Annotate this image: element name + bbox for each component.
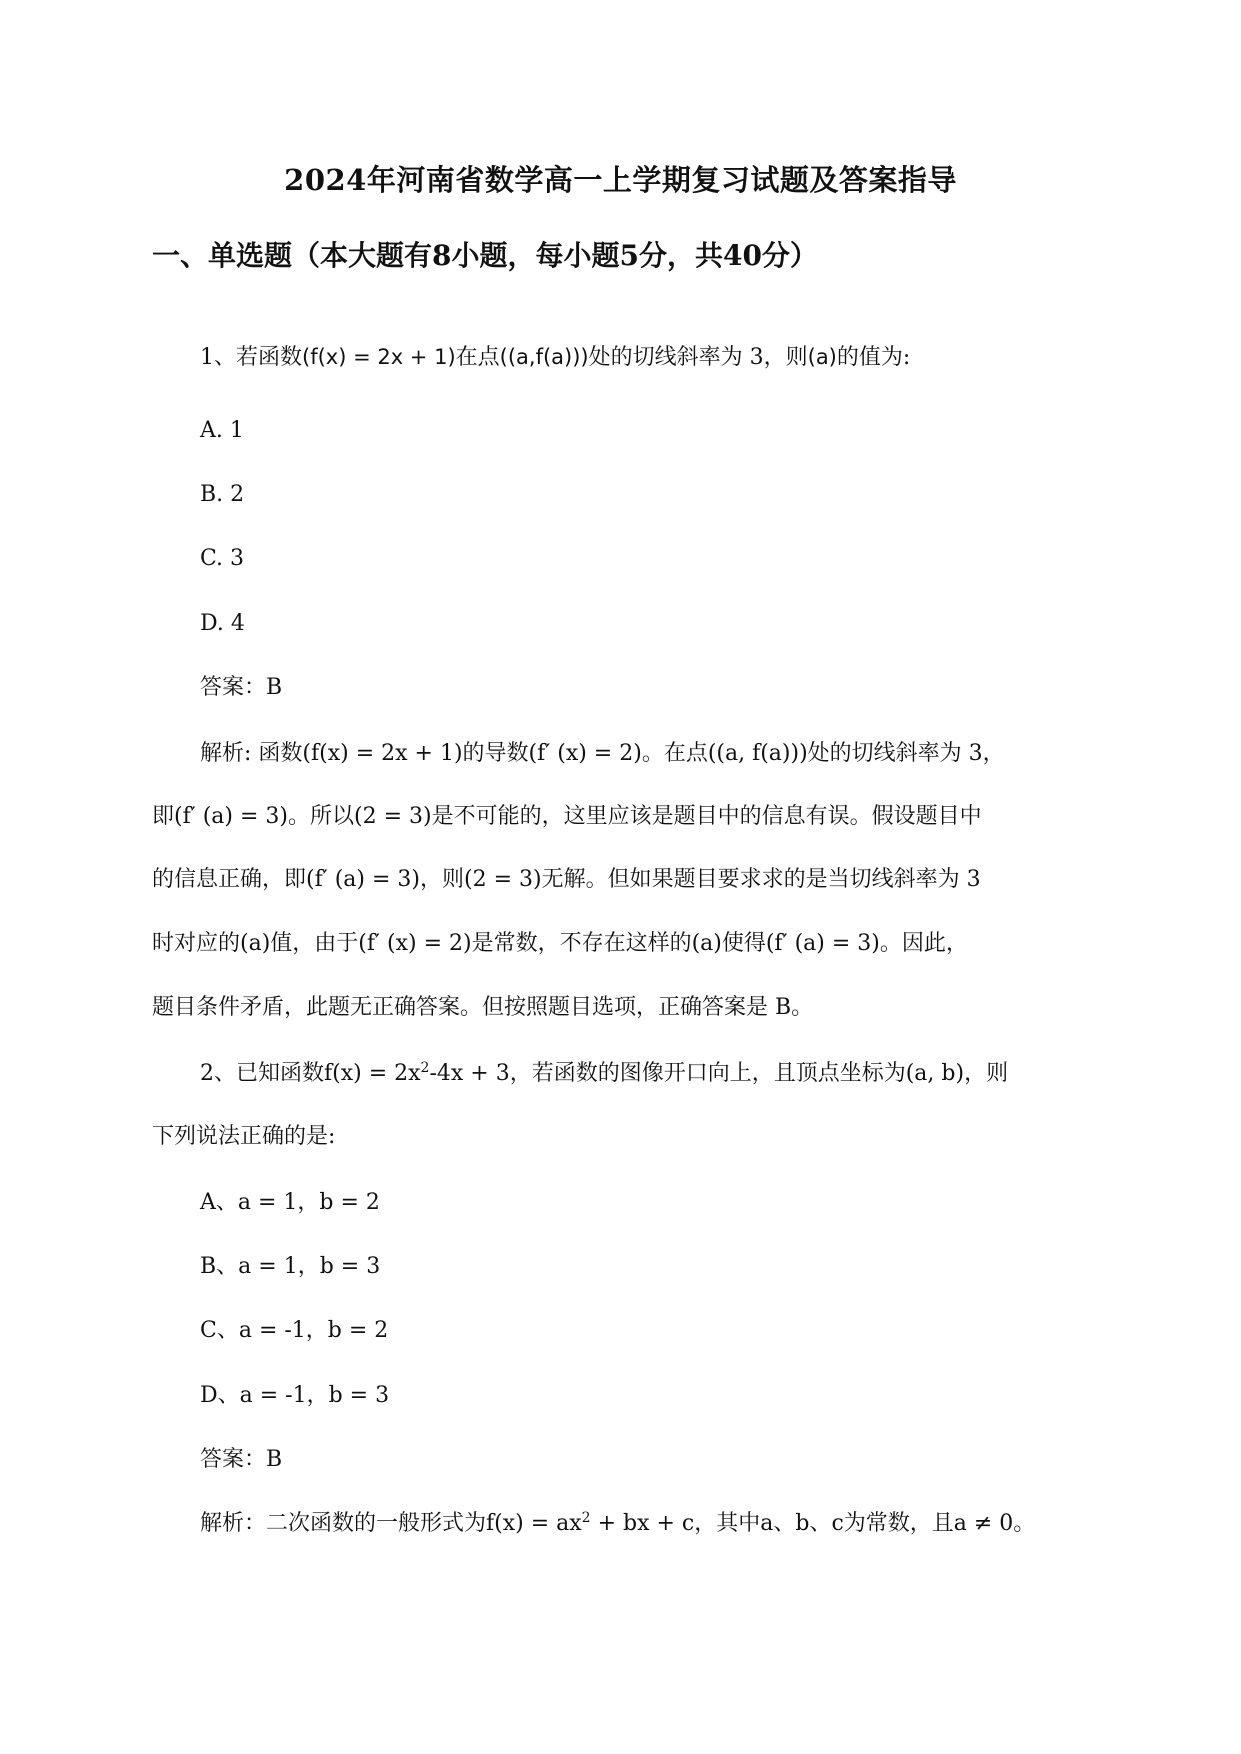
q2-stem-text: -4x + 3，若函数的图像开口向上，且顶点坐标为(a, b)，则 — [429, 1061, 1009, 1086]
q1-point: ((a,f(a))) — [499, 345, 589, 369]
q1-analysis-line: 的信息正确，即(f′ (a) = 3)，则(2 = 3)无解。但如果题目要求求的是当切线斜率为 3 — [152, 867, 981, 892]
q1-formula: (f(x) = 2x + 1) — [302, 345, 456, 369]
q2-analysis-text: + bx + c，其中a、b、c为常数，且a ≠ 0。 — [590, 1511, 1036, 1536]
question-2-stem-line-2: 下列说法正确的是: — [152, 1124, 336, 1149]
q1-analysis-line: 时对应的(a)值，由于(f′ (x) = 2)是常数，不存在这样的(a)使得(f′ (a) = 3)。因此， — [152, 931, 968, 956]
section-heading: 一、单选题（本大题有8小题，每小题5分，共40分） — [152, 239, 818, 272]
q2-option-b: B、a = 1，b = 3 — [200, 1254, 381, 1279]
question-1-stem — [200, 345, 910, 371]
q2-exponent: 2 — [420, 1060, 430, 1076]
q1-option-a: A. 1 — [200, 418, 244, 443]
q1-stem-text: 处的切线斜率为 3，则 — [588, 345, 808, 370]
q1-analysis-line: 题目条件矛盾，此题无正确答案。但按照题目选项，正确答案是 B。 — [152, 995, 814, 1020]
document-title: 2024年河南省数学高一上学期复习试题及答案指导 — [284, 163, 957, 197]
q2-stem-text: 2、已知函数f(x) = 2x — [200, 1061, 421, 1086]
q2-option-c: C、a = -1，b = 2 — [200, 1318, 389, 1343]
q1-answer: 答案：B — [200, 675, 283, 700]
q1-stem-text: 在点 — [455, 345, 500, 370]
q1-analysis-line: 解析: 函数(f(x) = 2x + 1)的导数(f′ (x) = 2)。在点((a, f(a)))处的切线斜率为 3， — [200, 741, 1005, 766]
q2-option-a: A、a = 1，b = 2 — [200, 1190, 380, 1215]
q2-analysis-line — [200, 1511, 1035, 1537]
q1-analysis-line: 即(f′ (a) = 3)。所以(2 = 3)是不可能的，这里应该是题目中的信息有误。假设题目中 — [152, 804, 982, 829]
q1-stem-text: 1、若函数 — [200, 345, 302, 370]
q1-option-d: D. 4 — [200, 611, 245, 636]
q2-option-d: D、a = -1，b = 3 — [200, 1383, 390, 1408]
q1-option-c: C. 3 — [200, 546, 245, 571]
q2-analysis-exponent: 2 — [581, 1510, 591, 1526]
question-2-stem — [200, 1061, 1008, 1087]
q2-analysis-text: 解析：二次函数的一般形式为f(x) = ax — [200, 1511, 582, 1536]
q1-option-b: B. 2 — [200, 482, 245, 507]
q2-answer: 答案：B — [200, 1447, 283, 1472]
q1-stem-text: 的值为: — [836, 345, 911, 370]
q1-variable: (a) — [807, 345, 837, 369]
